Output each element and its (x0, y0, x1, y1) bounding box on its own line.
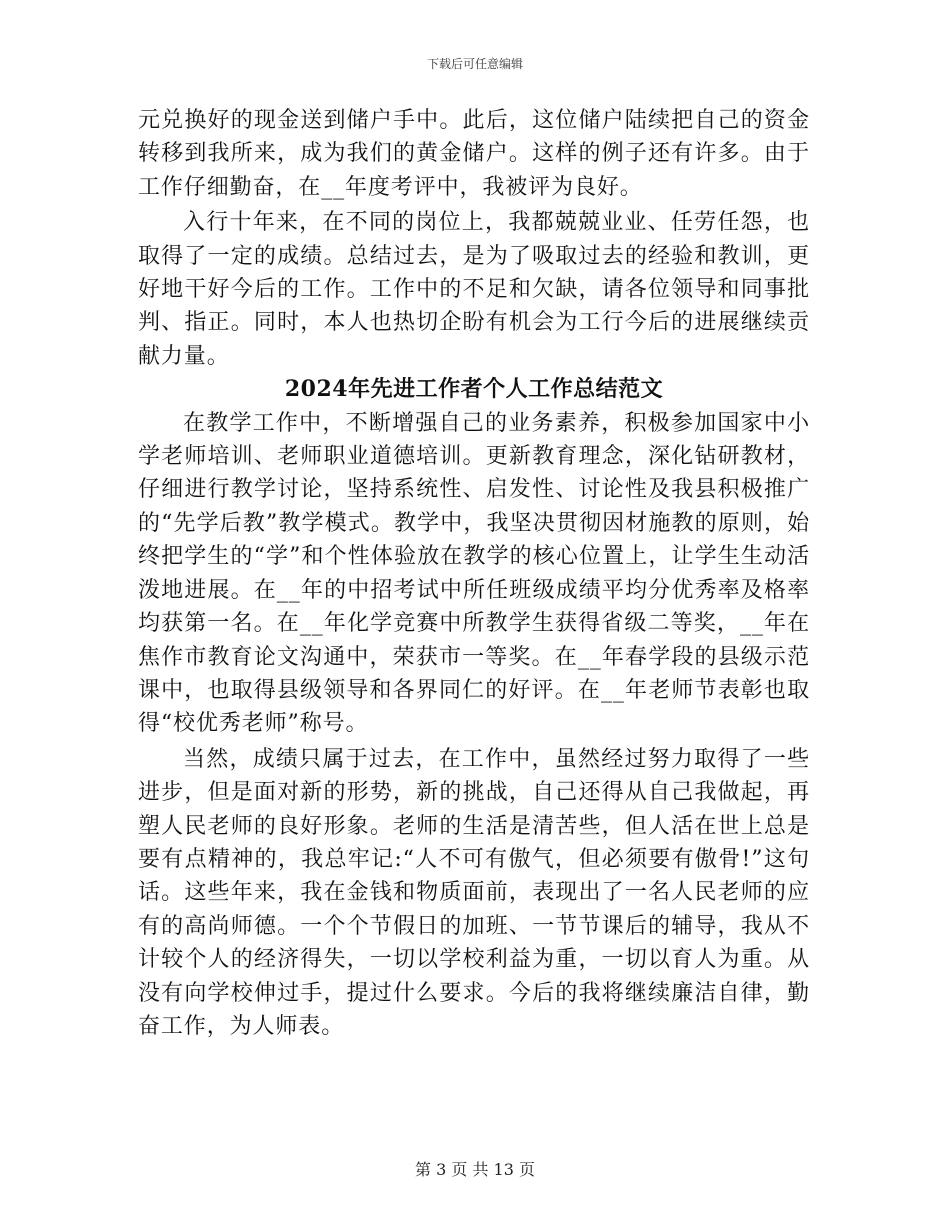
section-title: 2024年先进工作者个人工作总结范文 (284, 376, 664, 403)
paragraph-ethics: 当然，成绩只属于过去，在工作中，虽然经过努力取得了一些进步，但是面对新的形势，新的挑战，自己还得从自己我做起，再塑人民老师的良好形象。老师的生活是清苦些，但人活在世上总是要有点精神的，我总牢记:“人不可有傲气，但必须要有傲骨!”这句话。这些年来，我在金钱和物质面前，表现出了一名人民老师的应有的高尚师德。一个个节假日的加班、一节节课后的辅导，我从不计较个人的经济得失，一切以学校利益为重，一切以育人为重。从没有向学校伸过手，提过什么要求。今后的我将继续廉洁自律，勤奋工作，为人师表。 (138, 746, 810, 1039)
paragraph-summary: 入行十年来，在不同的岗位上，我都兢兢业业、任劳任怨，也取得了一定的成绩。总结过去，是为了吸取过去的经验和教训，更好地干好今后的工作。工作中的不足和欠缺，请各位领导和同事批判、指正。同时，本人也热切企盼有机会为工行今后的进展继续贡献力量。 (138, 210, 810, 369)
page-footer: 第 3 页 共 13 页 (415, 1160, 535, 1179)
paragraph-teaching: 在教学工作中，不断增强自己的业务素养，积极参加国家中小学老师培训、老师职业道德培训。更新教育理念，深化钻研教材，仔细进行教学讨论，坚持系统性、启发性、讨论性及我县积极推广的“先学后教”教学模式。教学中，我坚决贯彻因材施教的原则，始终把学生的“学”和个性体验放在教学的核心位置上，让学生生动活泼地进展。在__年的中招考试中所任班级成绩平均分优秀率及格率均获第一名。在__年化学竞赛中所教学生获得省级二等奖，__年在焦作市教育论文沟通中，荣获市一等奖。在__年春学段的县级示范课中，也取得县级领导和各界同仁的好评。在__年老师节表彰也取得“校优秀老师”称号。 (138, 410, 810, 737)
document-body (138, 104, 810, 1043)
page-header: 下载后可任意编辑 (426, 57, 523, 71)
paragraph-continuation: 元兑换好的现金送到储户手中。此后，这位储户陆续把自己的资金转移到我所来，成为我们的黄金储户。这样的例子还有许多。由于工作仔细勤奋，在__年度考评中，我被评为良好。 (138, 108, 810, 200)
